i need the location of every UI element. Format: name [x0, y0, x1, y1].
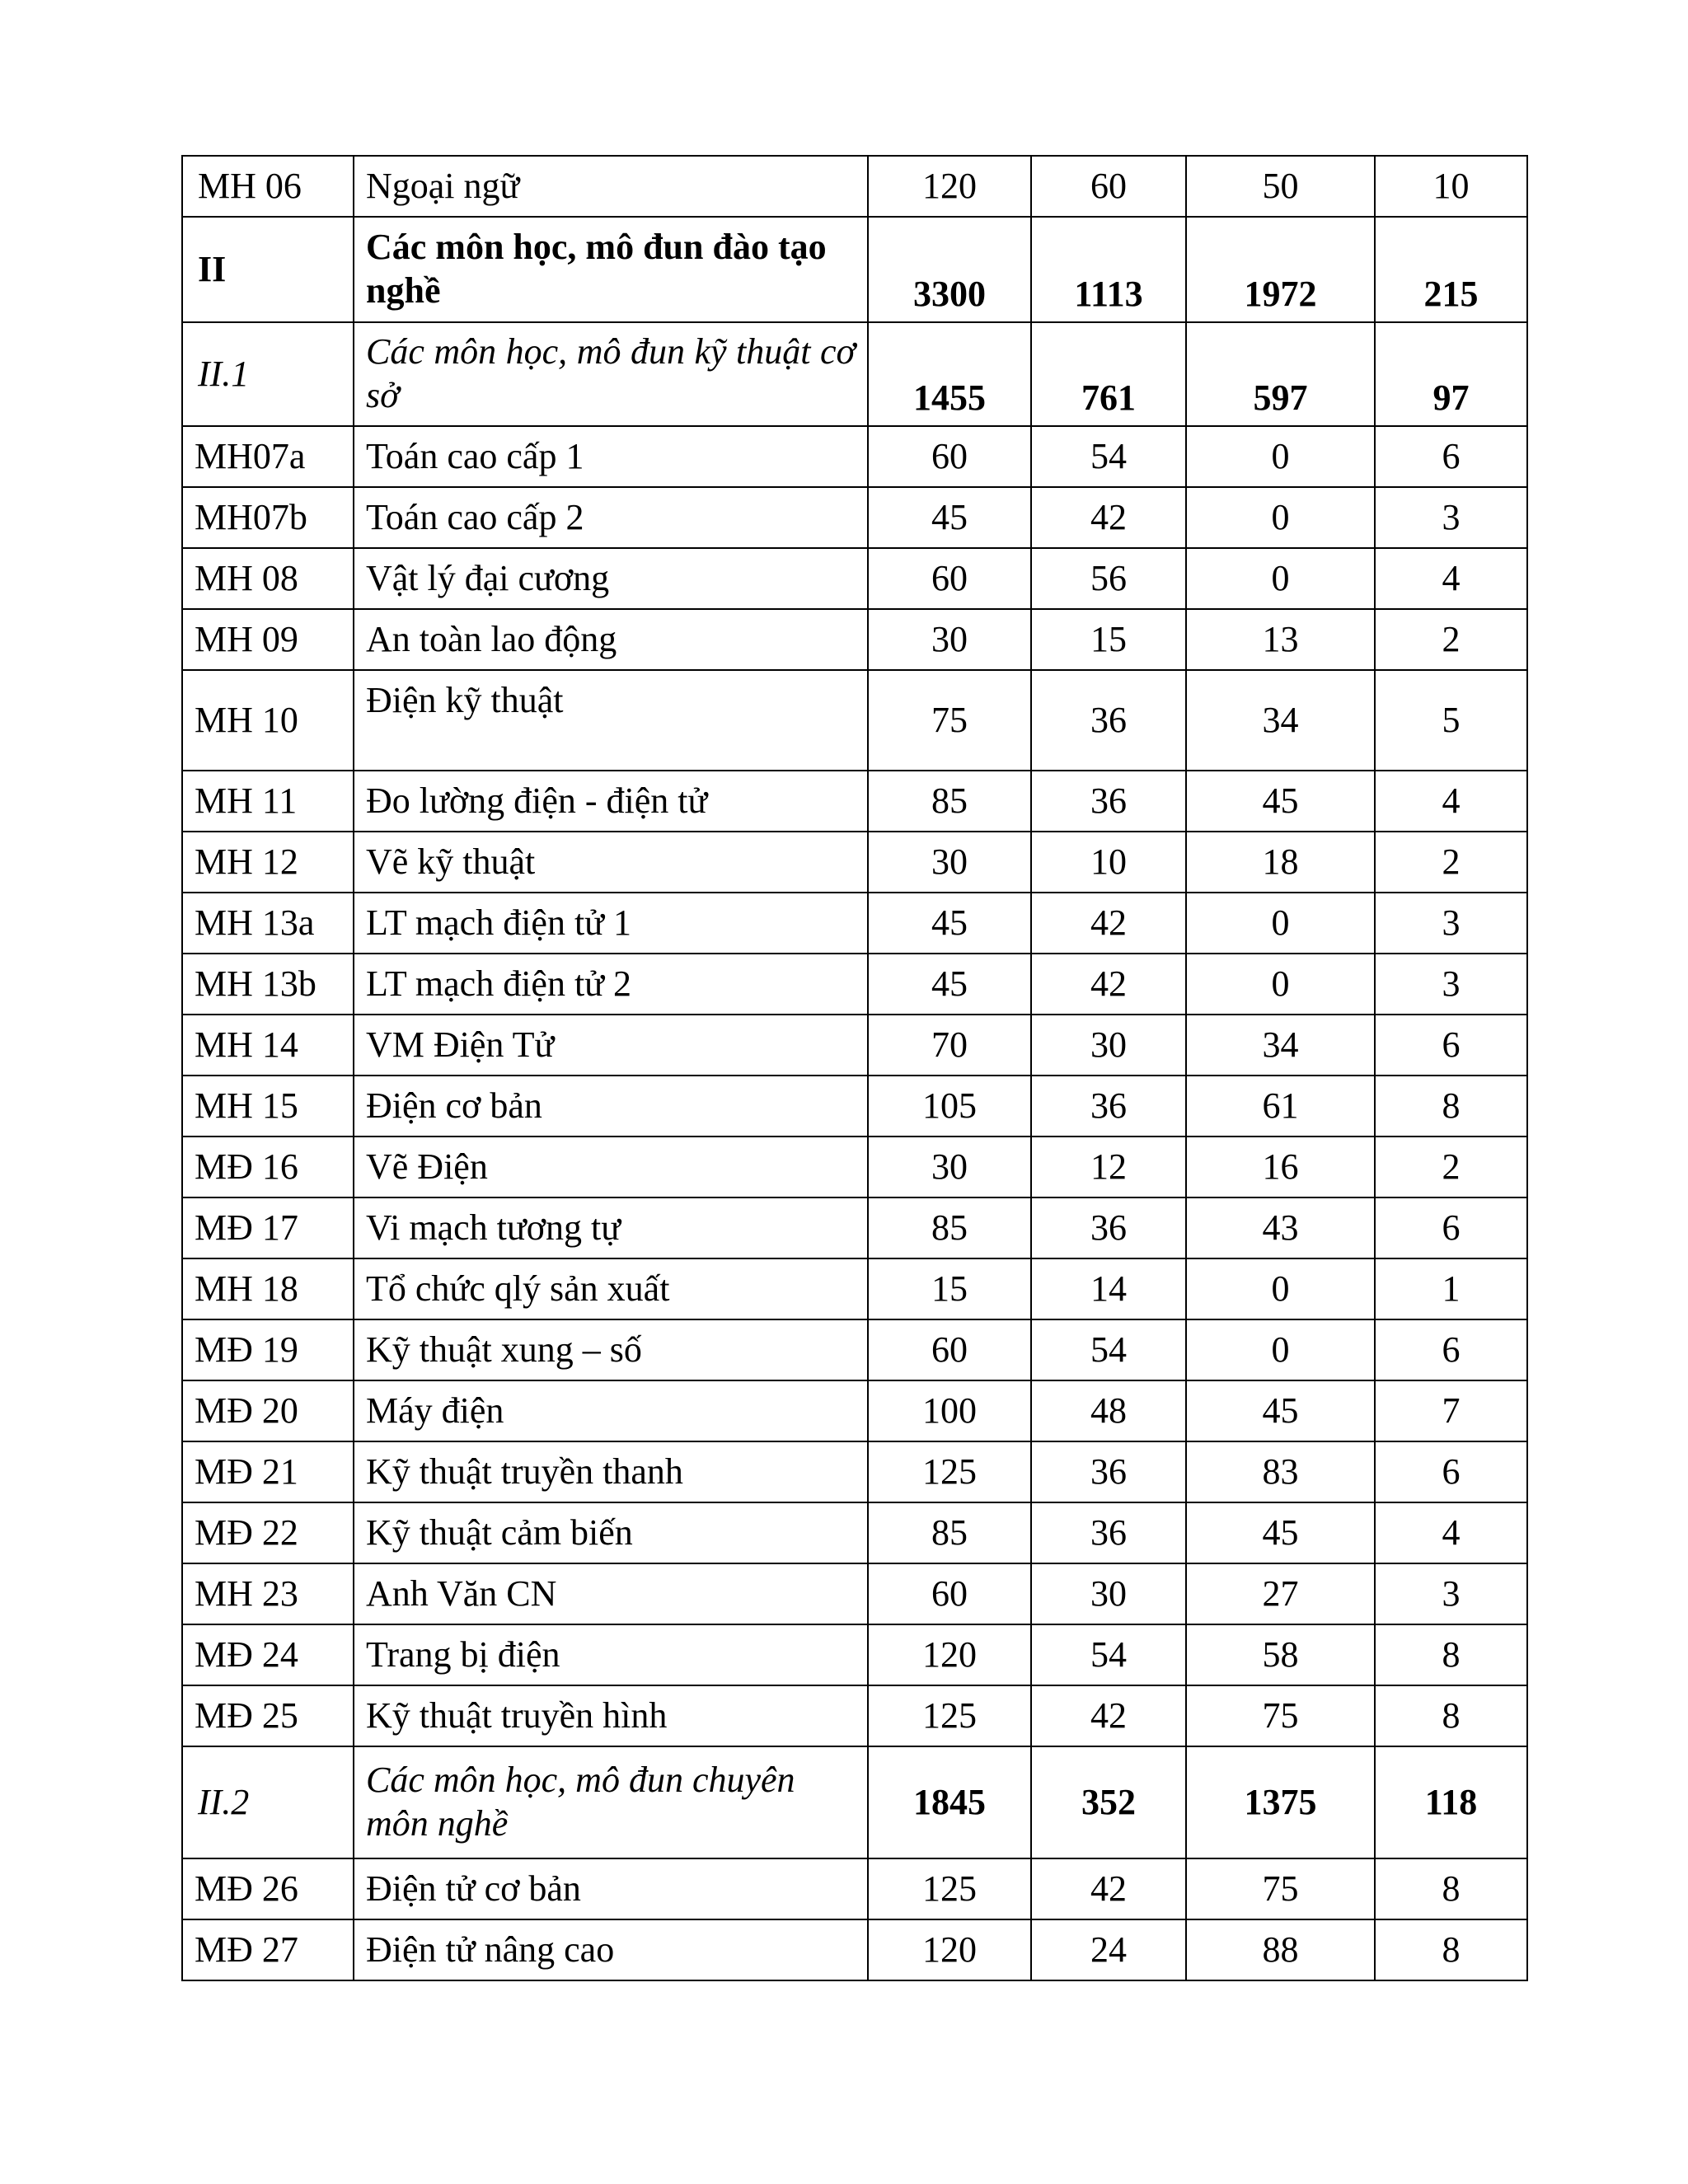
module-code: MH 14 [182, 1015, 354, 1076]
module-name: Vẽ Điện [354, 1137, 868, 1197]
total-hours: 60 [868, 1563, 1031, 1624]
theory-hours: 36 [1031, 1197, 1186, 1258]
module-code: MĐ 26 [182, 1858, 354, 1919]
theory-hours: 1113 [1031, 217, 1186, 322]
table-row [182, 1137, 1527, 1197]
total-hours: 45 [868, 893, 1031, 954]
theory-hours: 15 [1031, 609, 1186, 670]
theory-hours: 36 [1031, 1502, 1186, 1563]
theory-hours: 42 [1031, 487, 1186, 548]
curriculum-table [181, 155, 1528, 1981]
total-hours: 125 [868, 1858, 1031, 1919]
subsection-code: II.1 [182, 322, 354, 426]
module-name: Vi mạch tương tự [354, 1197, 868, 1258]
practice-hours: 61 [1186, 1076, 1375, 1137]
section-code: II [182, 217, 354, 322]
exam-hours: 97 [1375, 322, 1527, 426]
total-hours: 30 [868, 609, 1031, 670]
theory-hours: 36 [1031, 1441, 1186, 1502]
theory-hours: 36 [1031, 670, 1186, 771]
module-code: MĐ 24 [182, 1624, 354, 1685]
practice-hours: 0 [1186, 487, 1375, 548]
practice-hours: 34 [1186, 1015, 1375, 1076]
theory-hours: 54 [1031, 1624, 1186, 1685]
practice-hours: 43 [1186, 1197, 1375, 1258]
total-hours: 60 [868, 548, 1031, 609]
table-row [182, 670, 1527, 771]
module-name: Vẽ kỹ thuật [354, 832, 868, 893]
theory-hours: 761 [1031, 322, 1186, 426]
table-row [182, 1076, 1527, 1137]
exam-hours: 2 [1375, 609, 1527, 670]
practice-hours: 50 [1186, 156, 1375, 217]
table-row [182, 1197, 1527, 1258]
exam-hours: 8 [1375, 1685, 1527, 1746]
total-hours: 85 [868, 1502, 1031, 1563]
module-name: LT mạch điện tử 1 [354, 893, 868, 954]
module-name: Trang bị điện [354, 1624, 868, 1685]
total-hours: 125 [868, 1685, 1031, 1746]
theory-hours: 36 [1031, 1076, 1186, 1137]
exam-hours: 3 [1375, 487, 1527, 548]
practice-hours: 0 [1186, 893, 1375, 954]
theory-hours: 54 [1031, 1319, 1186, 1380]
practice-hours: 83 [1186, 1441, 1375, 1502]
total-hours: 120 [868, 1624, 1031, 1685]
module-code: MH 06 [182, 156, 354, 217]
module-name: Ngoại ngữ [354, 156, 868, 217]
table-row [182, 1624, 1527, 1685]
theory-hours: 42 [1031, 954, 1186, 1015]
module-name: Kỹ thuật truyền thanh [354, 1441, 868, 1502]
exam-hours: 8 [1375, 1624, 1527, 1685]
module-code: MH 10 [182, 670, 354, 771]
exam-hours: 8 [1375, 1919, 1527, 1980]
total-hours: 1455 [868, 322, 1031, 426]
practice-hours: 27 [1186, 1563, 1375, 1624]
total-hours: 70 [868, 1015, 1031, 1076]
practice-hours: 0 [1186, 1319, 1375, 1380]
exam-hours: 8 [1375, 1858, 1527, 1919]
table-row [182, 1319, 1527, 1380]
module-name: Điện tử cơ bản [354, 1858, 868, 1919]
theory-hours: 30 [1031, 1015, 1186, 1076]
module-code: MH 09 [182, 609, 354, 670]
total-hours: 60 [868, 1319, 1031, 1380]
exam-hours: 5 [1375, 670, 1527, 771]
table-row [182, 1015, 1527, 1076]
practice-hours: 0 [1186, 426, 1375, 487]
table-row [182, 1502, 1527, 1563]
table-row [182, 548, 1527, 609]
practice-hours: 75 [1186, 1685, 1375, 1746]
theory-hours: 42 [1031, 1685, 1186, 1746]
table-row [182, 771, 1527, 832]
module-code: MĐ 20 [182, 1380, 354, 1441]
exam-hours: 6 [1375, 426, 1527, 487]
total-hours: 125 [868, 1441, 1031, 1502]
subsection-title: Các môn học, mô đun chuyên môn nghề [354, 1746, 868, 1858]
exam-hours: 6 [1375, 1015, 1527, 1076]
module-name: Kỹ thuật truyền hình [354, 1685, 868, 1746]
total-hours: 45 [868, 487, 1031, 548]
module-code: MĐ 21 [182, 1441, 354, 1502]
table-row [182, 156, 1527, 217]
practice-hours: 88 [1186, 1919, 1375, 1980]
subsection-code: II.2 [182, 1746, 354, 1858]
module-name: Đo lường điện - điện tử [354, 771, 868, 832]
exam-hours: 4 [1375, 548, 1527, 609]
practice-hours: 0 [1186, 548, 1375, 609]
practice-hours: 597 [1186, 322, 1375, 426]
module-code: MĐ 17 [182, 1197, 354, 1258]
exam-hours: 3 [1375, 893, 1527, 954]
module-code: MH 18 [182, 1258, 354, 1319]
module-name: An toàn lao động [354, 609, 868, 670]
exam-hours: 4 [1375, 771, 1527, 832]
theory-hours: 12 [1031, 1137, 1186, 1197]
total-hours: 105 [868, 1076, 1031, 1137]
table-row [182, 1563, 1527, 1624]
theory-hours: 14 [1031, 1258, 1186, 1319]
module-name: Anh Văn CN [354, 1563, 868, 1624]
module-name: Tổ chức qlý sản xuất [354, 1258, 868, 1319]
theory-hours: 56 [1031, 548, 1186, 609]
practice-hours: 0 [1186, 1258, 1375, 1319]
module-code: MĐ 19 [182, 1319, 354, 1380]
table-row [182, 1380, 1527, 1441]
practice-hours: 45 [1186, 1380, 1375, 1441]
theory-hours: 30 [1031, 1563, 1186, 1624]
practice-hours: 1972 [1186, 217, 1375, 322]
exam-hours: 215 [1375, 217, 1527, 322]
module-code: MH 08 [182, 548, 354, 609]
theory-hours: 24 [1031, 1919, 1186, 1980]
exam-hours: 8 [1375, 1076, 1527, 1137]
total-hours: 30 [868, 1137, 1031, 1197]
practice-hours: 58 [1186, 1624, 1375, 1685]
module-code: MH 13a [182, 893, 354, 954]
exam-hours: 1 [1375, 1258, 1527, 1319]
module-name: LT mạch điện tử 2 [354, 954, 868, 1015]
table-row [182, 1858, 1527, 1919]
module-code: MH 13b [182, 954, 354, 1015]
total-hours: 85 [868, 1197, 1031, 1258]
total-hours: 75 [868, 670, 1031, 771]
total-hours: 100 [868, 1380, 1031, 1441]
subsection-row [182, 322, 1527, 426]
module-code: MĐ 27 [182, 1919, 354, 1980]
theory-hours: 42 [1031, 1858, 1186, 1919]
practice-hours: 1375 [1186, 1746, 1375, 1858]
practice-hours: 13 [1186, 609, 1375, 670]
theory-hours: 352 [1031, 1746, 1186, 1858]
theory-hours: 54 [1031, 426, 1186, 487]
table-row [182, 1919, 1527, 1980]
exam-hours: 7 [1375, 1380, 1527, 1441]
table-row [182, 426, 1527, 487]
module-code: MH07b [182, 487, 354, 548]
total-hours: 45 [868, 954, 1031, 1015]
subsection-title: Các môn học, mô đun kỹ thuật cơ sở [354, 322, 868, 426]
exam-hours: 2 [1375, 832, 1527, 893]
total-hours: 60 [868, 426, 1031, 487]
exam-hours: 118 [1375, 1746, 1527, 1858]
module-name: Kỹ thuật xung – số [354, 1319, 868, 1380]
theory-hours: 60 [1031, 156, 1186, 217]
module-code: MH 12 [182, 832, 354, 893]
practice-hours: 34 [1186, 670, 1375, 771]
module-code: MH07a [182, 426, 354, 487]
module-name: Kỹ thuật cảm biến [354, 1502, 868, 1563]
theory-hours: 10 [1031, 832, 1186, 893]
section-row [182, 217, 1527, 322]
practice-hours: 0 [1186, 954, 1375, 1015]
table-row [182, 832, 1527, 893]
theory-hours: 48 [1031, 1380, 1186, 1441]
total-hours: 15 [868, 1258, 1031, 1319]
module-name: VM Điện Tử [354, 1015, 868, 1076]
module-code: MH 15 [182, 1076, 354, 1137]
exam-hours: 6 [1375, 1441, 1527, 1502]
table-row [182, 609, 1527, 670]
total-hours: 120 [868, 1919, 1031, 1980]
module-name: Điện kỹ thuật [354, 670, 868, 771]
module-code: MĐ 25 [182, 1685, 354, 1746]
table-row [182, 893, 1527, 954]
total-hours: 85 [868, 771, 1031, 832]
subsection-row [182, 1746, 1527, 1858]
practice-hours: 45 [1186, 771, 1375, 832]
table-row [182, 1441, 1527, 1502]
total-hours: 3300 [868, 217, 1031, 322]
module-name: Điện cơ bản [354, 1076, 868, 1137]
practice-hours: 16 [1186, 1137, 1375, 1197]
total-hours: 30 [868, 832, 1031, 893]
exam-hours: 6 [1375, 1319, 1527, 1380]
table-row [182, 1685, 1527, 1746]
section-title: Các môn học, mô đun đào tạo nghề [354, 217, 868, 322]
practice-hours: 75 [1186, 1858, 1375, 1919]
module-name: Điện tử nâng cao [354, 1919, 868, 1980]
table-row [182, 954, 1527, 1015]
total-hours: 1845 [868, 1746, 1031, 1858]
module-code: MH 11 [182, 771, 354, 832]
module-name: Vật lý đại cương [354, 548, 868, 609]
exam-hours: 6 [1375, 1197, 1527, 1258]
exam-hours: 3 [1375, 1563, 1527, 1624]
exam-hours: 2 [1375, 1137, 1527, 1197]
practice-hours: 18 [1186, 832, 1375, 893]
table-row [182, 487, 1527, 548]
theory-hours: 42 [1031, 893, 1186, 954]
module-name: Toán cao cấp 1 [354, 426, 868, 487]
theory-hours: 36 [1031, 771, 1186, 832]
module-code: MĐ 22 [182, 1502, 354, 1563]
exam-hours: 4 [1375, 1502, 1527, 1563]
practice-hours: 45 [1186, 1502, 1375, 1563]
module-name: Toán cao cấp 2 [354, 487, 868, 548]
table-row [182, 1258, 1527, 1319]
total-hours: 120 [868, 156, 1031, 217]
exam-hours: 10 [1375, 156, 1527, 217]
module-code: MH 23 [182, 1563, 354, 1624]
module-name: Máy điện [354, 1380, 868, 1441]
module-code: MĐ 16 [182, 1137, 354, 1197]
exam-hours: 3 [1375, 954, 1527, 1015]
